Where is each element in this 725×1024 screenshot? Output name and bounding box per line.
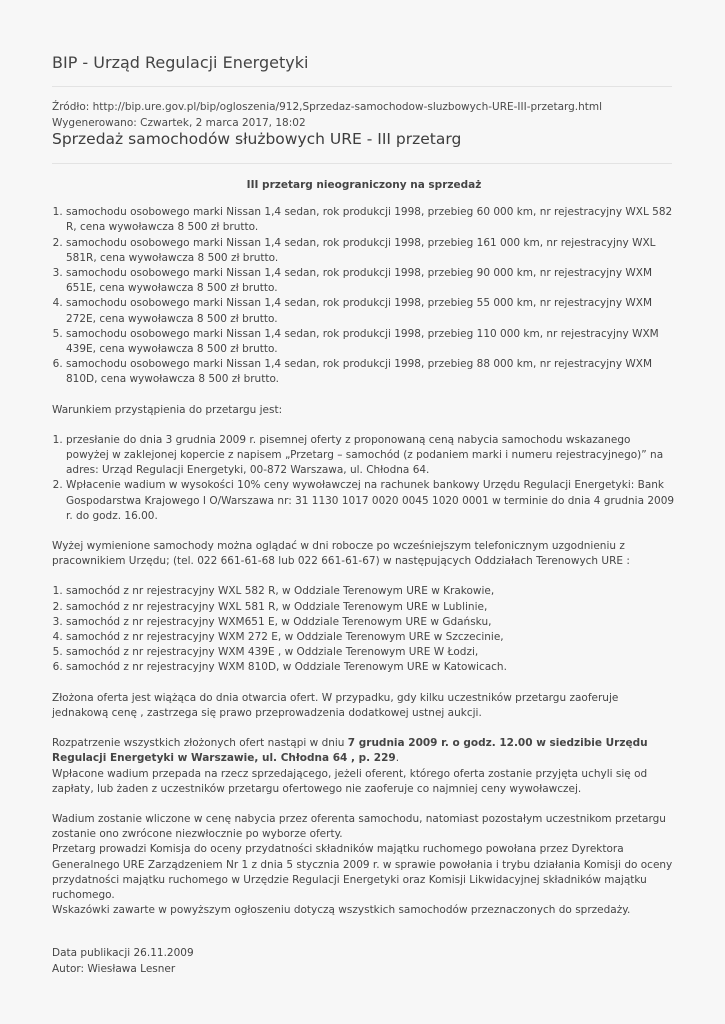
generated-line: Wygenerowano: Czwartek, 2 marca 2017, 18:02 xyxy=(52,117,306,129)
deposit-paragraph: Wadium zostanie wliczone w cenę nabycia przez oferenta samochodu, natomiast pozostałym uczestnikom przetargu zostanie ono zwrócone niezwłocznie po wyborze oferty. xyxy=(52,812,666,841)
cars-list xyxy=(52,205,676,387)
opening-suffix: . xyxy=(395,752,400,765)
list-item: 2. Wpłacenie wadium w wysokości 10% ceny wywoławczej na rachunek bankowy Urzędu Regulacji Energetyki: Bank Gospodarstwa Krajowego I O/Warszawa nr: 31 1130 1017 0020 0045 1020 0001 w terminie do dnia 4 grudnia 2009 r. do godz. 16.00. xyxy=(66,478,676,524)
opening-details: 7 grudnia 2009 r. o godz. 12.00 w siedzibie Urzędu Regulacji Energetyki w Warszawie, ul. Chłodna 64 , p. 229 xyxy=(52,737,648,765)
tender-heading: III przetarg nieograniczony na sprzedaż xyxy=(246,179,482,191)
list-item: 6. samochód z nr rejestracyjny WXM 810D, w Oddziale Terenowym URE w Katowicach. xyxy=(66,660,676,675)
list-item: 1. przesłanie do dnia 3 grudnia 2009 r. pisemnej oferty z proponowaną ceną nabycia samochodu wskazanego powyżej w zaklejonej kopercie z napisem „Przetarg – samochód (z podaniem marki i numeru rejestracyjnego)” na adres: Urząd Regulacji Energetyki, 00-872 Warszawa, ul. Chłodna 64. xyxy=(66,433,676,479)
document-body xyxy=(52,178,676,977)
publication-date: Data publikacji 26.11.2009 xyxy=(52,947,194,960)
list-item: 2. samochód z nr rejestracyjny WXL 581 R, w Oddziale Terenowym URE w Lublinie, xyxy=(66,600,676,615)
conditions-intro: Warunkiem przystąpienia do przetargu jest: xyxy=(52,403,283,416)
divider xyxy=(52,86,672,87)
document-title: Sprzedaż samochodów służbowych URE - III przetarg xyxy=(52,130,462,148)
list-item: 4. samochód z nr rejestracyjny WXM 272 E, w Oddziale Terenowym URE w Szczecinie, xyxy=(66,630,676,645)
site-title: BIP - Urząd Regulacji Energetyki xyxy=(52,53,309,72)
author: Autor: Wiesława Lesner xyxy=(52,962,176,975)
conditions-list xyxy=(52,433,676,524)
list-item: 3. samochodu osobowego marki Nissan 1,4 sedan, rok produkcji 1998, przebieg 90 000 km, nr rejestracyjny WXM 651E, cena wywoławcza 8 500 zł brutto. xyxy=(66,266,676,296)
list-item: 2. samochodu osobowego marki Nissan 1,4 sedan, rok produkcji 1998, przebieg 161 000 km, nr rejestracyjny WXL 581R, cena wywoławcza 8 500 zł brutto. xyxy=(66,236,676,266)
locations-list xyxy=(52,584,676,675)
divider xyxy=(52,163,672,164)
binding-offer-paragraph: Złożona oferta jest wiążąca do dnia otwarcia ofert. W przypadku, gdy kilku uczestników przetargu zaoferuje jednakową cenę , zastrzega się prawo przeprowadzenia dodatkowej ustnej aukcji. xyxy=(52,691,619,719)
list-item: 1. samochodu osobowego marki Nissan 1,4 sedan, rok produkcji 1998, przebieg 60 000 km, nr rejestracyjny WXL 582 R, cena wywoławcza 8 500 zł brutto. xyxy=(66,205,676,235)
guidelines-paragraph: Wskazówki zawarte w powyższym ogłoszeniu dotyczą wszystkich samochodów przeznaczonych do sprzedaży. xyxy=(52,904,631,917)
opening-paragraph xyxy=(52,736,676,766)
opening-prefix: Rozpatrzenie wszystkich złożonych ofert nastąpi w dniu xyxy=(52,737,348,750)
list-item: 1. samochód z nr rejestracyjny WXL 582 R, w Oddziale Terenowym URE w Krakowie, xyxy=(66,584,676,599)
source-line: Źródło: http://bip.ure.gov.pl/bip/ogloszenia/912,Sprzedaz-samochodow-sluzbowych-URE-III-przetarg.html xyxy=(52,101,603,113)
forfeit-paragraph: Wpłacone wadium przepada na rzecz sprzedającego, jeżeli oferent, którego oferta zostanie przyjęta uchyli się od zapłaty, lub żaden z uczestników przetargu ofertowego nie zaoferuje co najmniej ceny wywoławczej. xyxy=(52,767,648,795)
list-item: 3. samochód z nr rejestracyjny WXM651 E, w Oddziale Terenowym URE w Gdańsku, xyxy=(66,615,676,630)
list-item: 5. samochodu osobowego marki Nissan 1,4 sedan, rok produkcji 1998, przebieg 110 000 km, nr rejestracyjny WXM 439E, cena wywoławcza 8 500 zł brutto. xyxy=(66,327,676,357)
viewing-intro: Wyżej wymienione samochody można oglądać w dni robocze po wcześniejszym telefonicznym uzgodnieniu z pracownikiem Urzędu; (tel. 022 661-61-68 lub 022 661-61-67) w następujących Oddziałach Terenowych URE : xyxy=(52,540,630,568)
list-item: 5. samochód z nr rejestracyjny WXM 439E , w Oddziale Terenowym URE W Łodzi, xyxy=(66,645,676,660)
list-item: 6. samochodu osobowego marki Nissan 1,4 sedan, rok produkcji 1998, przebieg 88 000 km, nr rejestracyjny WXM 810D, cena wywoławcza 8 500 zł brutto. xyxy=(66,357,676,387)
commission-paragraph: Przetarg prowadzi Komisja do oceny przydatności składników majątku ruchomego powołana przez Dyrektora Generalnego URE Zarządzeniem Nr 1 z dnia 5 stycznia 2009 r. w sprawie powołania i trybu działania Komisji do oceny przydatności majątku ruchomego w Urzędzie Regulacji Energetyki oraz Komisji Likwidacyjnej składników majątku ruchomego. xyxy=(52,843,673,901)
list-item: 4. samochodu osobowego marki Nissan 1,4 sedan, rok produkcji 1998, przebieg 55 000 km, nr rejestracyjny WXM 272E, cena wywoławcza 8 500 zł brutto. xyxy=(66,296,676,326)
